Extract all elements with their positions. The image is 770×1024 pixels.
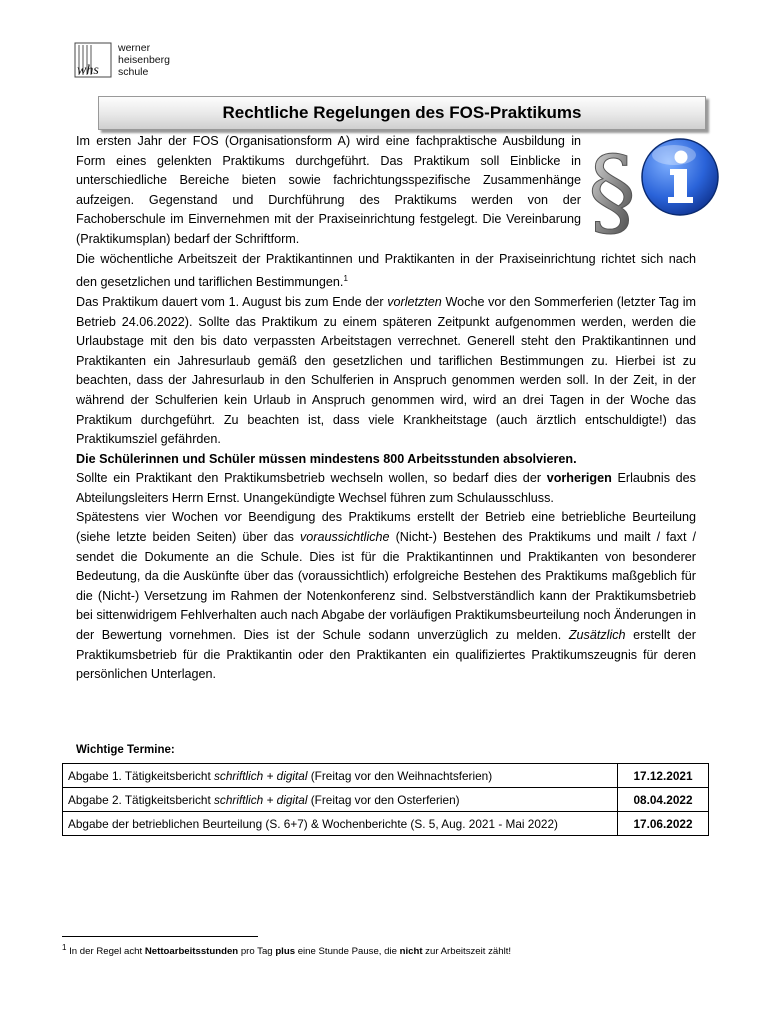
dates-date: 08.04.2022 [618, 788, 709, 812]
school-logo-mark [74, 42, 112, 78]
footnote-bold-2: plus [275, 946, 296, 958]
paragraph-evaluation [76, 508, 696, 684]
working-hours-text: Die wöchentliche Arbeitszeit der Praktikantinnen und Praktikanten in der Praxiseinrichtung richtet sich nach den gesetzlichen und tariflichen Bestimmungen. [76, 251, 696, 290]
dates-date: 17.12.2021 [618, 764, 709, 788]
change-text-bold: vorherigen [546, 471, 612, 486]
school-name-line3: schule [118, 66, 149, 78]
dates-desc-italic: schriftlich + digital [214, 768, 308, 783]
footnote-divider [62, 936, 258, 937]
footnote-text-e: zur Arbeitszeit zählt! [422, 946, 512, 958]
duration-text-a: Das Praktikum dauert vom 1. August bis zum Ende der [76, 294, 388, 309]
evaluation-text-a: Spätestens vier Wochen vor Beendigung des Praktikums erstellt der Betrieb eine betriebliche Beurteilung (siehe letzte beiden Seiten) über das [76, 510, 696, 545]
footnote-text-c: pro Tag [238, 946, 276, 958]
page-title: Rechtliche Regelungen des FOS-Praktikums [98, 96, 706, 130]
dates-desc-italic: schriftlich + digital [214, 792, 308, 807]
paragraph-duration [76, 293, 696, 450]
dates-desc: Abgabe 2. Tätigkeitsbericht [68, 792, 215, 807]
dates-desc: Abgabe 1. Tätigkeitsbericht [68, 768, 215, 783]
paragraph-working-hours [76, 250, 696, 293]
dates-desc-tail: (Freitag vor den Weihnachtsferien) [307, 768, 493, 783]
school-name-line1: werner [118, 42, 151, 54]
dates-desc-cell [63, 788, 618, 812]
dates-date: 17.06.2022 [618, 812, 709, 836]
footnote [62, 943, 511, 957]
change-text-a: Sollte ein Praktikant den Praktikumsbetrieb wechseln wollen, so bedarf dies der [76, 471, 547, 486]
footnote-text-a: In der Regel acht [66, 946, 145, 958]
dates-table [62, 763, 709, 836]
change-text-b: Erlaubnis des Abteilungsleiters Herrn Ernst. Unangekündigte Wechsel führen zum Schulausschluss. [76, 471, 696, 505]
school-name-line2: heisenberg [118, 54, 170, 66]
paragraph-change [76, 469, 696, 508]
dates-desc-cell [63, 812, 618, 836]
evaluation-text-italic: voraussichtliche [299, 530, 390, 545]
paragraph-intro: Im ersten Jahr der FOS (Organisationsform A) wird eine fachpraktische Ausbildung in Form eines gelenkten Praktikums durchgeführt. Das Praktikum soll Einblicke in unterschiedliche Bereiche bieten sowie fachrichtungsspezifische Zusammenhänge aufzeigen. Gegenstand und Durchführung des Praktikums werden von der Fachoberschule im Einvernehmen mit der Praxiseinrichtung festgelegt. Die Vereinbarung (Praktikumsplan) bedarf der Schriftform. [76, 134, 581, 246]
footnote-bold-3: nicht [399, 946, 423, 958]
evaluation-text-c: erstellt der Praktikumsbetrieb für die Praktikantin oder den Praktikanten ein qualifiziertes Praktikumszeugnis für deren persönlichen Unterlagen. [76, 628, 697, 682]
svg-text:whs: whs [77, 63, 99, 78]
svg-text:§: § [588, 136, 636, 248]
school-name [118, 42, 170, 78]
duration-text-italic: vorletzten [387, 294, 442, 309]
main-text [76, 132, 696, 685]
footnote-text-d: eine Stunde Pause, die [295, 946, 400, 958]
table-row [63, 788, 709, 812]
footnote-number: 1 [62, 943, 67, 952]
footnote-ref: 1 [343, 274, 348, 284]
table-row [63, 812, 709, 836]
duration-text-b: Woche vor den Sommerferien (letzter Tag im Betrieb 24.06.2022). Sollte das Praktikum zu einem späteren Zeitpunkt aufgenommen werden, werden die Urlaubstage mit den bis dato verpassten Arbeitstagen verrechnet. Generell steht den Praktikantinnen und Praktikanten ein Jahresurlaub gemäß den gesetzlichen und tariflichen Bestimmungen zu. Hierbei ist zu beachten, dass der Jahresurlaub in den Schulferien in Anspruch genommen werden soll. In der Zeit, in der während der Schulferien kein Urlaub in Anspruch genommen wird, wird an drei Tagen in der Woche das Praktikum durchgeführt. Zu beachten ist, dass viele Krankheitstage (auch ärztlich entschuldigte!) das Praktikumsziel gefährden. [76, 294, 696, 447]
evaluation-text-italic2: Zusätzlich [568, 628, 626, 643]
dates-desc-tail: (Freitag vor den Osterferien) [307, 792, 460, 807]
footnote-bold-1: Nettoarbeitsstunden [144, 946, 239, 958]
dates-heading: Wichtige Termine: [76, 744, 175, 756]
evaluation-text-b: (Nicht-) Bestehen des Praktikums und mailt / faxt / sendet die Dokumente an die Schule. Dies ist für die Praktikantinnen und Praktikanten von besonderer Bedeutung, da die Auskünfte über das (voraussichtlich) erfolgreiche Bestehen des Praktikums maßgeblich für die (Nicht-) Versetzung im Rahmen der Notenkonferenz sind. Selbstverständlich kann der Praktikumsbetrieb bei sittenwidrigem Fehlverhalten auch nach Abgabe der vorläufigen Praktikumsbeurteilung noch Änderungen in der Bewertung vornehmen. Dies ist der Schule sodann unverzüglich zu melden. [76, 530, 696, 643]
table-row [63, 764, 709, 788]
dates-desc: Abgabe der betrieblichen Beurteilung (S. 6+7) & Wochenberichte (S. 5, Aug. 2021 - Mai 2022) [68, 816, 558, 831]
dates-desc-cell [63, 764, 618, 788]
paragraph-hours-requirement: Die Schülerinnen und Schüler müssen mindestens 800 Arbeitsstunden absolvieren. [76, 451, 577, 466]
school-logo [74, 42, 170, 78]
